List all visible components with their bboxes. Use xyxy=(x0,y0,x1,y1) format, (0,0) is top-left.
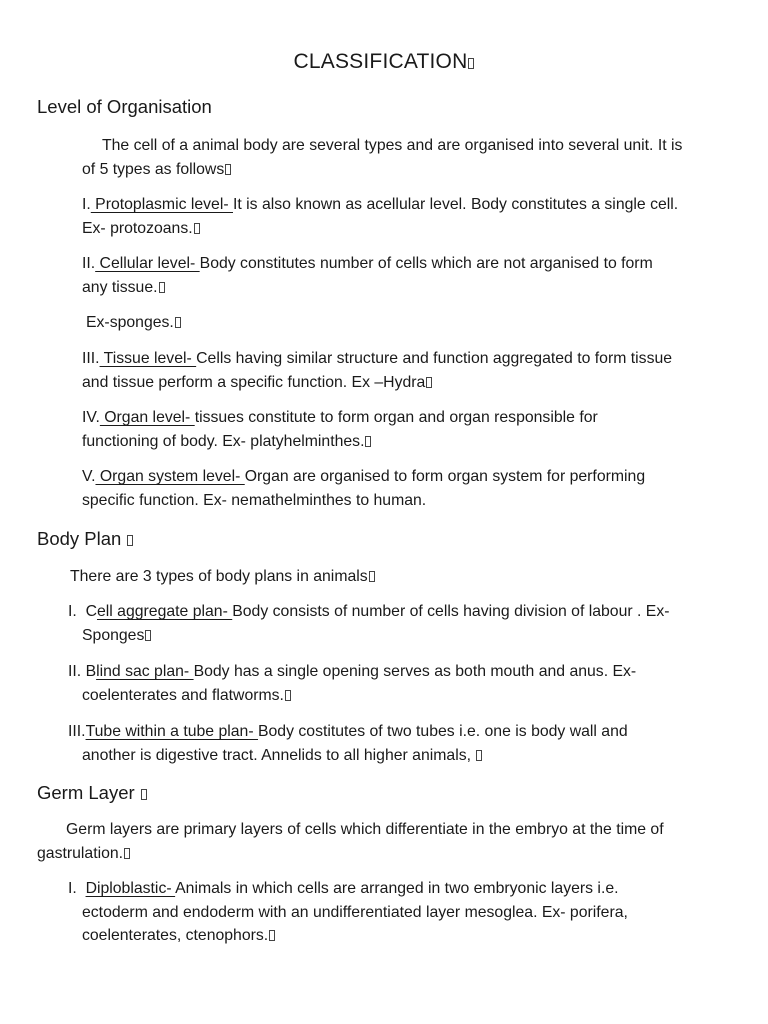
level-item-organ: IV. Organ level- tissues constitute to form organ and organ responsible for functioning of body. Ex- platyhelminthes. xyxy=(82,409,598,450)
level-item-protoplasmic: I. Protoplasmic level- It is also known as acellular level. Body constitutes a single cell. Ex- protozoans. xyxy=(82,196,679,237)
level-intro: The cell of a animal body are several types and are organised into several unit. It is of 5 types as follows xyxy=(82,137,683,178)
missing-glyph-icon xyxy=(426,377,432,388)
body-item-tube-within-tube: III.Tube within a tube plan- Body costitutes of two tubes i.e. one is body wall and another is digestive tract. Annelids to all higher animals, xyxy=(68,723,628,764)
missing-glyph-icon xyxy=(145,630,151,641)
heading-body-plan: Body Plan xyxy=(37,528,133,550)
germ-intro: Germ layers are primary layers of cells which differentiate in the embryo at the time of gastrulation. xyxy=(37,821,664,862)
missing-glyph-icon xyxy=(124,848,130,859)
missing-glyph-icon xyxy=(269,930,275,941)
missing-glyph-icon xyxy=(194,223,200,234)
missing-glyph-icon xyxy=(476,750,482,761)
level-item-cellular: II. Cellular level- Body constitutes number of cells which are not arganised to form any tissue. xyxy=(82,255,653,296)
level-item-tissue: III. Tissue level- Cells having similar structure and function aggregated to form tissue and tissue perform a specific function. Ex –Hydra xyxy=(82,350,673,391)
level-item-organ-system: V. Organ system level- Organ are organised to form organ system for performing specific function. Ex- nemathelminthes to human. xyxy=(82,468,646,509)
heading-level-of-organisation: Level of Organisation xyxy=(37,96,212,117)
body-item-cell-aggregate: I. Cell aggregate plan- Body consists of number of cells having division of labour . Ex- Sponges xyxy=(68,603,670,644)
body-item-blind-sac: II. Blind sac plan- Body has a single opening serves as both mouth and anus. Ex- coelenterates and flatworms. xyxy=(68,663,637,704)
germ-item-diploblastic: I. Diploblastic- Animals in which cells are arranged in two embryonic layers i.e. ectoderm and endoderm with an undifferentiated layer mesoglea. Ex- porifera, coelenterates, ctenophors. xyxy=(68,880,628,944)
page-title: CLASSIFICATION xyxy=(0,50,768,74)
level-extra-sponges: Ex-sponges. xyxy=(86,311,181,335)
missing-glyph-icon xyxy=(225,164,231,175)
missing-glyph-icon xyxy=(468,58,474,69)
missing-glyph-icon xyxy=(369,571,375,582)
missing-glyph-icon xyxy=(141,789,147,800)
missing-glyph-icon xyxy=(159,282,165,293)
missing-glyph-icon xyxy=(127,535,133,546)
body-intro: There are 3 types of body plans in animals xyxy=(70,565,375,589)
missing-glyph-icon xyxy=(365,436,371,447)
missing-glyph-icon xyxy=(285,690,291,701)
heading-germ-layer: Germ Layer xyxy=(37,782,147,804)
missing-glyph-icon xyxy=(175,317,181,328)
